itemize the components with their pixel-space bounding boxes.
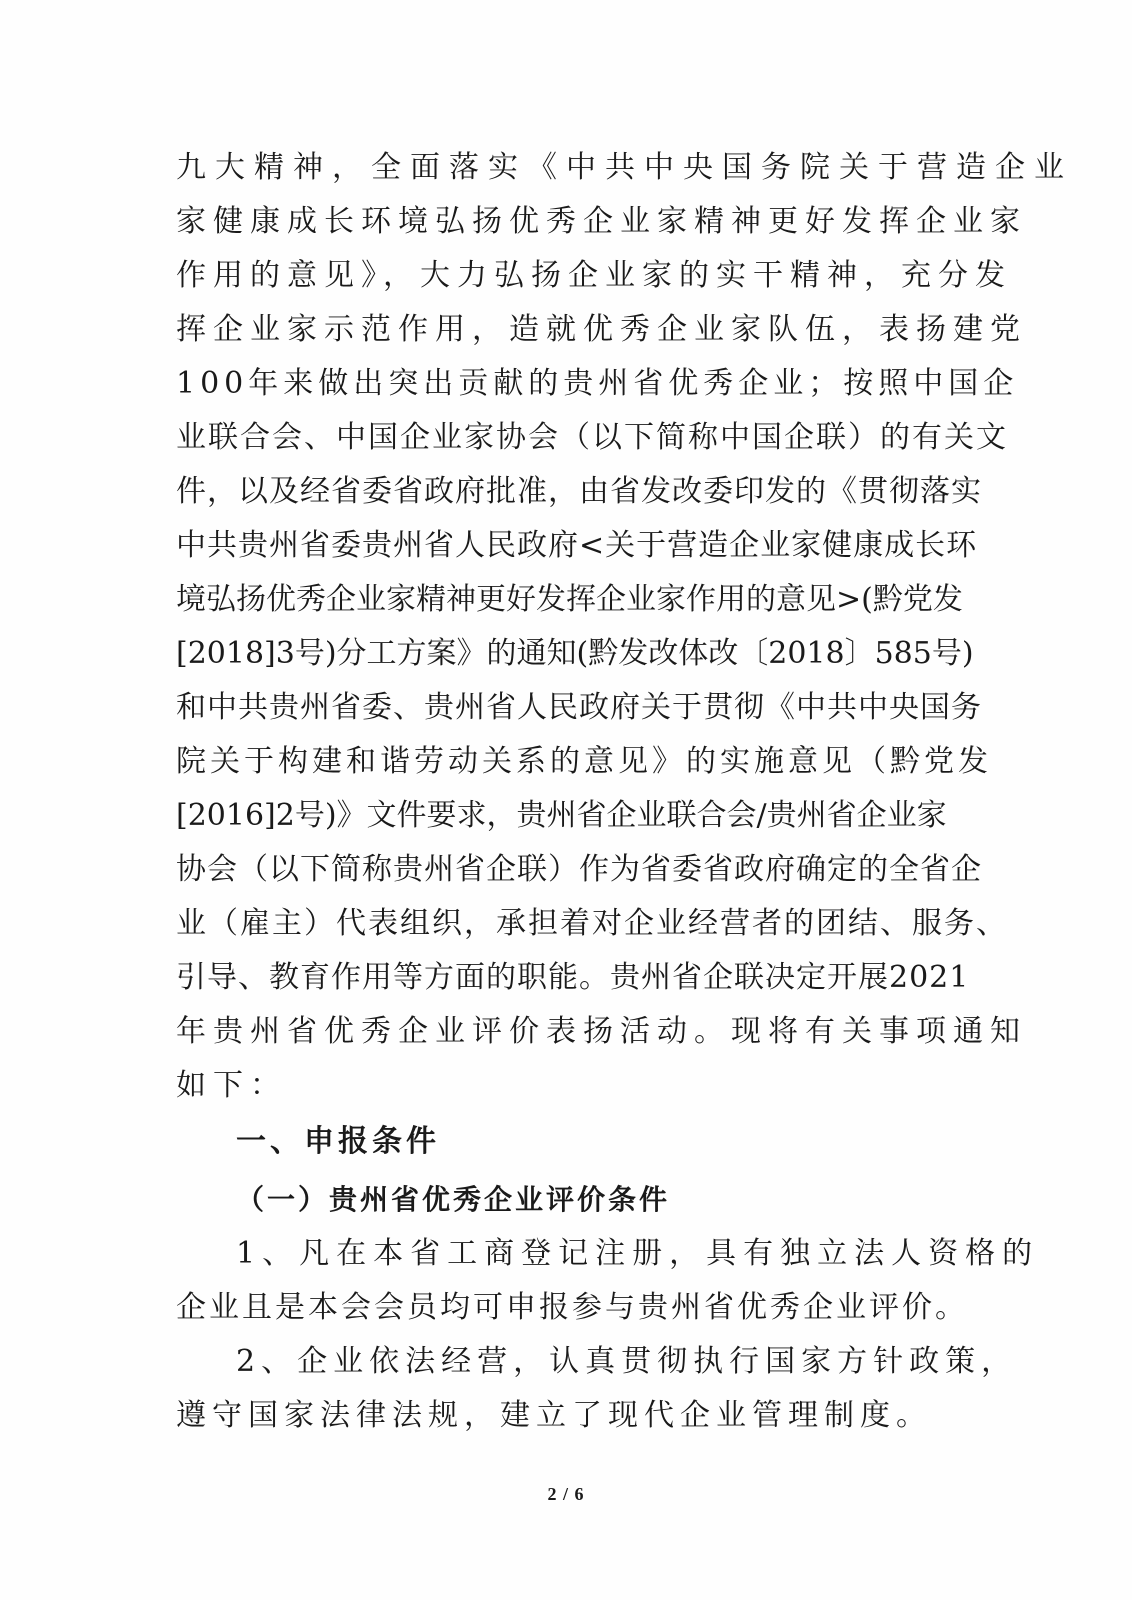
- body-line-8: 中共贵州省委贵州省人民政府<关于营造企业家健康成长环: [176, 528, 978, 563]
- body-line-11: 和中共贵州省委、贵州省人民政府关于贯彻《中共中央国务: [176, 690, 982, 725]
- item-2-line-1: 2、企业依法经营，认真贯彻执行国家方针政策，: [236, 1344, 1018, 1379]
- body-line-10: [2018]3号)分工方案》的通知(黔发改体改〔2018〕585号): [176, 636, 974, 671]
- body-line-14: 协会（以下简称贵州省企联）作为省委省政府确定的全省企: [176, 852, 982, 887]
- body-line-17: 年贵州省优秀企业评价表扬活动。现将有关事项通知: [176, 1014, 1027, 1049]
- body-line-7: 件，以及经省委省政府批准，由省发改委印发的《贯彻落实: [176, 474, 982, 509]
- section-heading: 一、申报条件: [236, 1124, 440, 1159]
- body-line-9: 境弘扬优秀企业家精神更好发挥企业家作用的意见>(黔党发: [176, 582, 963, 617]
- body-line-13: [2016]2号)》文件要求，贵州省企业联合会/贵州省企业家: [176, 798, 947, 833]
- body-line-6: 业联合会、中国企业家协会（以下简称中国企联）的有关文: [176, 420, 1008, 455]
- body-line-15: 业（雇主）代表组织，承担着对企业经营者的团结、服务、: [176, 906, 1008, 941]
- item-2-line-2: 遵守国家法律法规，建立了现代企业管理制度。: [176, 1398, 932, 1433]
- page-number: 2 / 6: [547, 1484, 585, 1504]
- body-line-3: 作用的意见》，大力弘扬企业家的实干精神，充分发: [176, 258, 1012, 293]
- item-1-line-2: 企业且是本会会员均可申报参与贵州省优秀企业评价。: [176, 1290, 968, 1325]
- subsection-heading: （一）贵州省优秀企业评价条件: [236, 1183, 671, 1216]
- body-line-16: 引导、教育作用等方面的职能。贵州省企联决定开展2021: [176, 960, 970, 995]
- body-line-4: 挥企业家示范作用，造就优秀企业家队伍，表扬建党: [176, 312, 1027, 347]
- body-line-2: 家健康成长环境弘扬优秀企业家精神更好发挥企业家: [176, 204, 1027, 239]
- body-line-1: 九大精神，全面落实《中共中央国务院关于营造企业: [176, 150, 1073, 185]
- body-line-18: 如下：: [176, 1068, 287, 1103]
- item-1-line-1: 1、凡在本省工商登记注册，具有独立法人资格的: [236, 1236, 1040, 1271]
- body-line-5: 100年来做出突出贡献的贵州省优秀企业；按照中国企: [176, 366, 1019, 401]
- body-line-12: 院关于构建和谐劳动关系的意见》的实施意见（黔党发: [176, 744, 992, 779]
